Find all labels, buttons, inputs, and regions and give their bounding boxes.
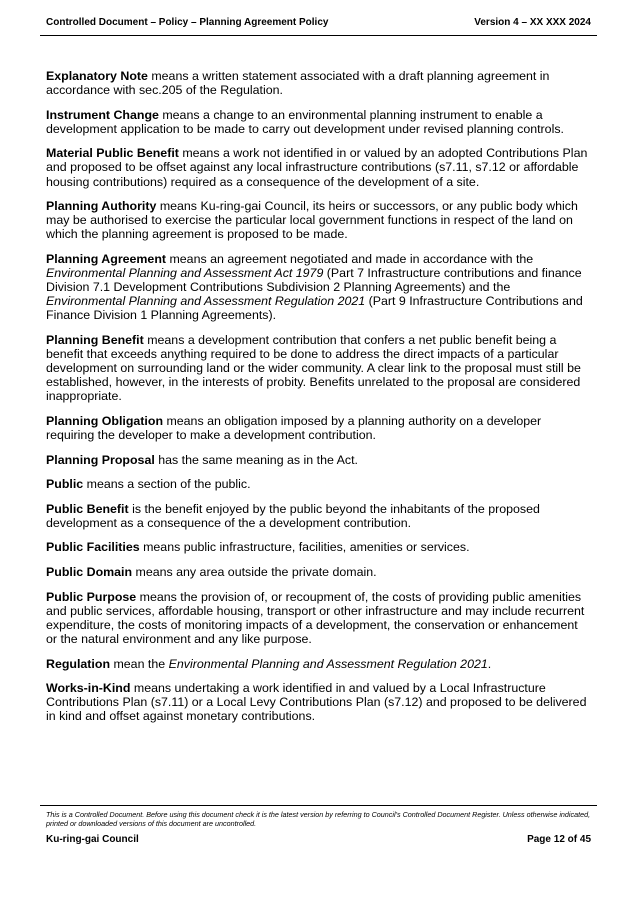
definition-public-benefit: [46, 502, 591, 530]
header-divider: [40, 35, 597, 36]
definition-text: means an agreement negotiated and made in accordance with the: [166, 251, 534, 266]
definition-term: Planning Obligation: [46, 413, 164, 428]
definition-text: .: [487, 656, 492, 671]
definition-planning-obligation: [46, 414, 591, 442]
header-document-title: Controlled Document – Policy – Planning Agreement Policy: [46, 17, 329, 28]
definition-text: (Part 7 Infrastructure contributions and finance Division 7.1 Development Contributions Subdivision 2 Planning Agreements) and the: [46, 266, 582, 295]
definition-material-public-benefit: [46, 146, 591, 188]
definition-text: means the provision of, or recoupment of, the costs of providing public amenities and public services, affordable housing, transport or other infrastructure and may include recurrent expenditure, the costs of monitoring impacts of a development, the conservation or enhancement or the natural environment and any like purpose.: [46, 589, 585, 646]
definition-term: Public Facilities: [46, 540, 140, 555]
definition-planning-proposal: [46, 453, 591, 467]
header-version: Version 4 – XX XXX 2024: [474, 17, 591, 28]
definition-planning-agreement: [46, 252, 591, 322]
definition-planning-authority: [46, 199, 591, 241]
definition-term: Explanatory Note: [46, 69, 148, 83]
definition-italic-regulation: Environmental Planning and Assessment Regulation 2021: [46, 294, 366, 309]
definition-term: Regulation: [46, 656, 111, 671]
definition-term: Planning Agreement: [46, 251, 167, 266]
definition-text: means public infrastructure, facilities, amenities or services.: [139, 540, 470, 555]
definition-term: Planning Authority: [46, 199, 157, 214]
definition-instrument-change: [46, 108, 591, 136]
definition-text: mean the: [110, 656, 169, 671]
definition-text: means a work not identified in or valued by an adopted Contributions Plan and proposed to be offset against any local infrastructure contributions (s7.11, s7.12 or affordable housing contributions) required as a consequence of the development of a site.: [46, 146, 588, 189]
definition-text: means an obligation imposed by a planning authority on a developer requiring the developer to make a development contribution.: [46, 413, 542, 442]
definition-term: Public Purpose: [46, 589, 137, 604]
definition-term: Public: [46, 477, 84, 492]
definition-public: [46, 477, 591, 491]
definition-works-in-kind: [46, 681, 591, 723]
definition-text: means a change to an environmental planning instrument to enable a development application to be made to carry out development under revised planning controls.: [46, 107, 564, 136]
definition-regulation: [46, 657, 591, 671]
definition-public-facilities: [46, 540, 591, 554]
controlled-document-disclaimer: This is a Controlled Document. Before using this document check it is the latest version by referring to Council’s Controlled Document Register. Unless otherwise indicated, printed or downloaded versions of this document are uncontrolled.: [46, 810, 591, 829]
page-header: [46, 17, 591, 37]
definition-italic-act: Environmental Planning and Assessment Act 1979: [46, 266, 324, 281]
definition-term: Planning Benefit: [46, 332, 144, 347]
definition-public-purpose: [46, 590, 591, 646]
definition-term: Planning Proposal: [46, 452, 155, 467]
footer-divider: [40, 805, 597, 806]
page-number: Page 12 of 45: [527, 834, 591, 845]
page-footer: [46, 834, 591, 845]
definition-term: Public Domain: [46, 565, 133, 580]
definitions-list: [46, 69, 591, 734]
definition-term: Works-in-Kind: [46, 681, 131, 696]
definition-text: means a development contribution that confers a net public benefit being a benefit that exceeds anything required to be done to address the direct impacts of a particular development on surrounding land or the wider community. A clear link to the proposal must still be established, however, in the interests of probity. Benefits unrelated to the proposal are considered inappropriate.: [46, 332, 581, 404]
definition-term: Public Benefit: [46, 501, 129, 516]
definition-explanatory-note: [46, 69, 591, 97]
definition-text: means any area outside the private domain.: [132, 565, 377, 580]
definition-text: (Part 9 Infrastructure Contributions and Finance Division 1 Planning Agreements).: [46, 294, 583, 323]
definition-public-domain: [46, 565, 591, 579]
definition-term: Material Public Benefit: [46, 146, 179, 161]
definition-text: means undertaking a work identified in and valued by a Local Infrastructure Contributions Plan (s7.11) or a Local Levy Contributions Plan (s7.12) and proposed to be delivered in kind and offset against monetary contributions.: [46, 681, 587, 724]
definition-text: has the same meaning as in the Act.: [154, 452, 358, 467]
definition-planning-benefit: [46, 333, 591, 403]
definition-text: means a section of the public.: [83, 477, 251, 492]
definition-italic-regulation: Environmental Planning and Assessment Regulation 2021: [168, 656, 488, 671]
definition-term: Instrument Change: [46, 107, 159, 122]
definition-text: means a written statement associated with a draft planning agreement in accordance with sec.205 of the Regulation.: [46, 69, 550, 98]
footer-organisation: Ku-ring-gai Council: [46, 834, 139, 845]
definition-text: is the benefit enjoyed by the public beyond the inhabitants of the proposed development as a consequence of the a development contribution.: [46, 501, 540, 530]
definition-text: means Ku-ring-gai Council, its heirs or successors, or any public body which may be authorised to exercise the particular local government functions in respect of the land on which the planning agreement is proposed to be made.: [46, 199, 578, 242]
